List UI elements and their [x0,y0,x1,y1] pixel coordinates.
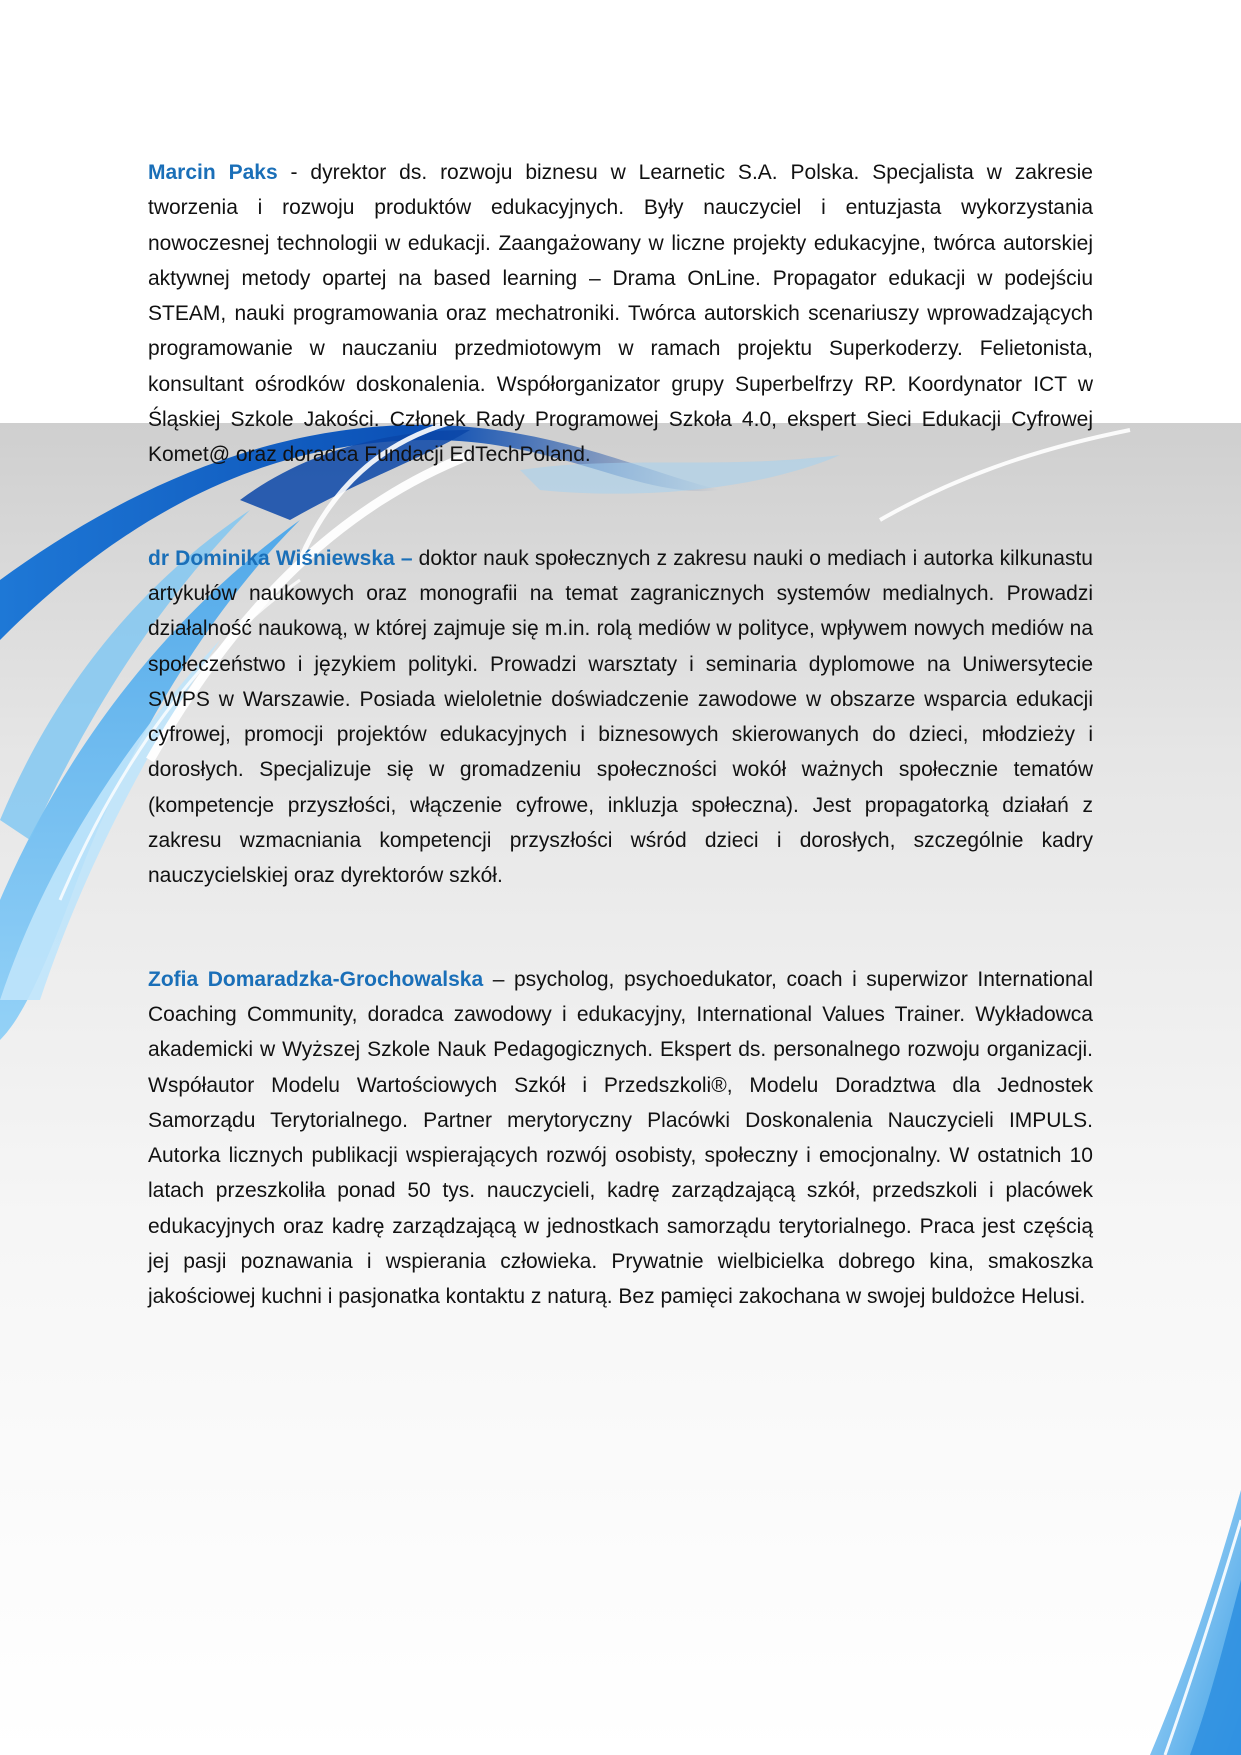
bio-name: dr Dominika Wiśniewska – [148,546,413,570]
bios-section [148,155,1093,1383]
bio-text: doktor nauk społecznych z zakresu nauki o mediach i autorka kilkunastu artykułów naukowych oraz monografii na temat zagranicznych systemów medialnych. Prowadzi działalność naukową, w której zajmuje się m.in. rolą mediów w polityce, wpływem nowych mediów na społeczeństwo i językiem polityki. Prowadzi warsztaty i seminaria dyplomowe na Uniwersytecie SWPS w Warszawie. Posiada wieloletnie doświadczenie zawodowe w obszarze wsparcia edukacji cyfrowej, promocji projektów edukacyjnych i biznesowych skierowanych do dzieci, młodzieży i dorosłych. Specjalizuje się w gromadzeniu społeczności wokół ważnych społecznie tematów (kompetencje przyszłości, włączenie cyfrowe, inkluzja społeczna). Jest propagatorką działań z zakresu wzmacniania kompetencji przyszłości wśród dzieci i dorosłych, szczególnie kadry nauczycielskiej oraz dyrektorów szkół. [148,546,1093,888]
bio-name: Zofia Domaradzka-Grochowalska [148,967,484,991]
bio-zofia-domaradzka-grochowalska [148,962,1093,1315]
bio-marcin-paks [148,155,1093,473]
bio-text: – psycholog, psychoedukator, coach i superwizor International Coaching Community, doradca zawodowy i edukacyjny, International Values Trainer. Wykładowca akademicki w Wyższej Szkole Nauk Pedagogicznych. Ekspert ds. personalnego rozwoju organizacji. Współautor Modelu Wartościowych Szkół i Przedszkoli®, Modelu Doradztwa dla Jednostek Samorządu Terytorialnego. Partner merytoryczny Placówki Doskonalenia Nauczycieli IMPULS. Autorka licznych publikacji wspierających rozwój osobisty, społeczny i emocjonalny. W ostatnich 10 latach przeszkoliła ponad 50 tys. nauczycieli, kadrę zarządzającą szkół, przedszkoli i placówek edukacyjnych oraz kadrę zarządzającą w jednostkach samorządu terytorialnego. Praca jest częścią jej pasji poznawania i wspierania człowieka. Prywatnie wielbicielka dobrego kina, smakoszka jakościowej kuchni i pasjonatka kontaktu z naturą. Bez pamięci zakochana w swojej buldożce Helusi. [148,967,1093,1309]
bio-text: - dyrektor ds. rozwoju biznesu w Learnetic S.A. Polska. Specjalista w zakresie tworzenia i rozwoju produktów edukacyjnych. Były nauczyciel i entuzjasta wykorzystania nowoczesnej technologii w edukacji. Zaangażowany w liczne projekty edukacyjne, twórca autorskiej aktywnej metody opartej na based learning – Drama OnLine. Propagator edukacji w podejściu STEAM, nauki programowania oraz mechatroniki. Twórca autorskich scenariuszy wprowadzających programowanie w nauczaniu przedmiotowym w ramach projektu Superkoderzy. Felietonista, konsultant ośrodków doskonalenia. Współorganizator grupy Superbelfrzy RP. Koordynator ICT w Śląskiej Szkole Jakości. Członek Rady Programowej Szkoła 4.0, ekspert Sieci Edukacji Cyfrowej Komet@ oraz doradca Fundacji EdTechPoland. [148,161,1093,467]
bio-dominika-wisniewska [148,541,1093,894]
bio-name: Marcin Paks [148,161,278,184]
